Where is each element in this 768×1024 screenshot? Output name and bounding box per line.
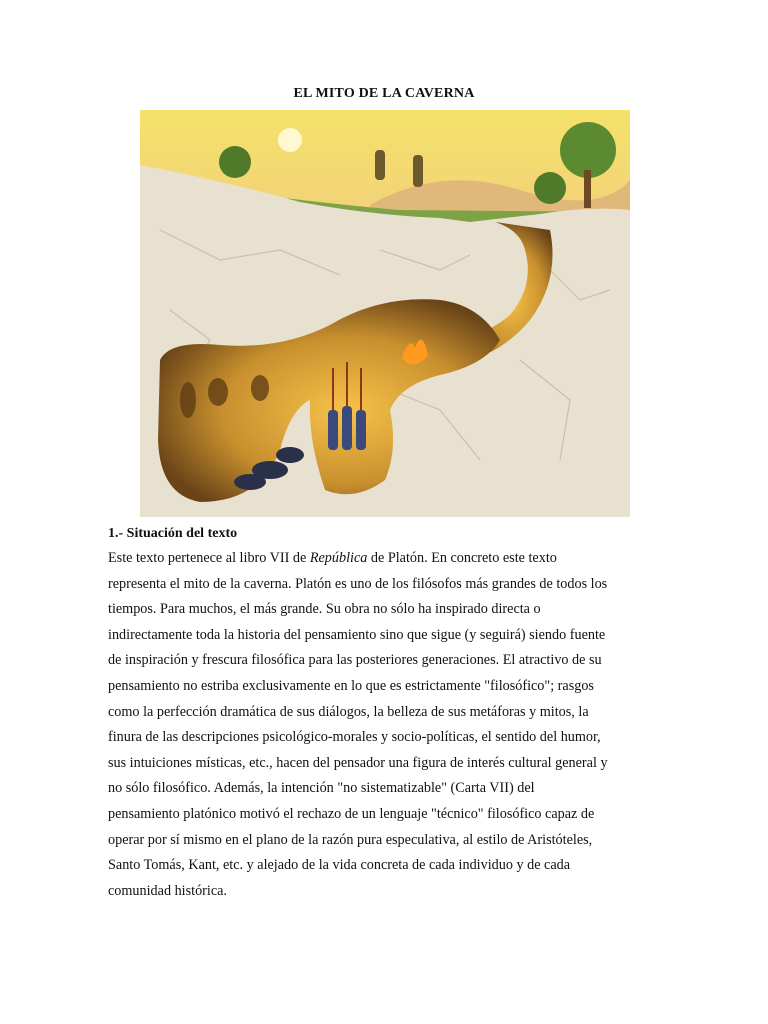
paragraph-line: Santo Tomás, Kant, etc. y alejado de la vida concreta de cada individuo y de cada — [108, 857, 571, 874]
paragraph-line: no sólo filosófico. Además, la intención "no sistematizable" (Carta VII) del — [108, 780, 535, 797]
paragraph-line: pensamiento platónico motivó el rechazo de un lenguaje "técnico" filosófico capaz de — [108, 805, 595, 822]
paragraph-line: de inspiración y frescura filosófica para las posteriores generaciones. El atractivo de su — [108, 652, 602, 669]
line-text: Este texto pertenece al libro VII de — [108, 550, 310, 566]
paragraph-line: operar por sí mismo en el plano de la razón pura especulativa, al estilo de Aristóteles, — [108, 831, 593, 848]
page-title: EL MITO DE LA CAVERNA — [293, 86, 475, 101]
paragraph-line: comunidad histórica. — [108, 882, 227, 899]
paragraph-line: representa el mito de la caverna. Platón es uno de los filósofos más grandes de todos los — [108, 575, 608, 592]
paragraph-line: finura de las descripciones psicológico-morales y socio-políticas, el sentido del humor, — [108, 729, 601, 746]
line-text: de Platón. En concreto este texto — [367, 550, 557, 566]
paragraph-line: tiempos. Para muchos, el más grande. Su obra no sólo ha inspirado directa o — [108, 601, 541, 618]
paragraph-line: pensamiento no estriba exclusivamente en lo que es estrictamente "filosófico"; rasgos — [108, 677, 594, 694]
paragraph-line: indirectamente toda la historia del pensamiento sino que sigue (y seguirá) siendo fuente — [108, 626, 606, 643]
section-heading: 1.- Situación del texto — [108, 526, 238, 541]
book-title-italic: República — [309, 550, 368, 566]
paragraph-line: como la perfección dramática de sus diálogos, la belleza de sus metáforas y mitos, la — [108, 703, 589, 720]
paragraph-line: sus intuiciones místicas, etc., hacen del pensador una figura de interés cultural general y — [108, 754, 608, 771]
plato-cave-illustration — [140, 110, 630, 517]
body-paragraph — [108, 546, 664, 904]
paragraph-line — [108, 546, 664, 572]
